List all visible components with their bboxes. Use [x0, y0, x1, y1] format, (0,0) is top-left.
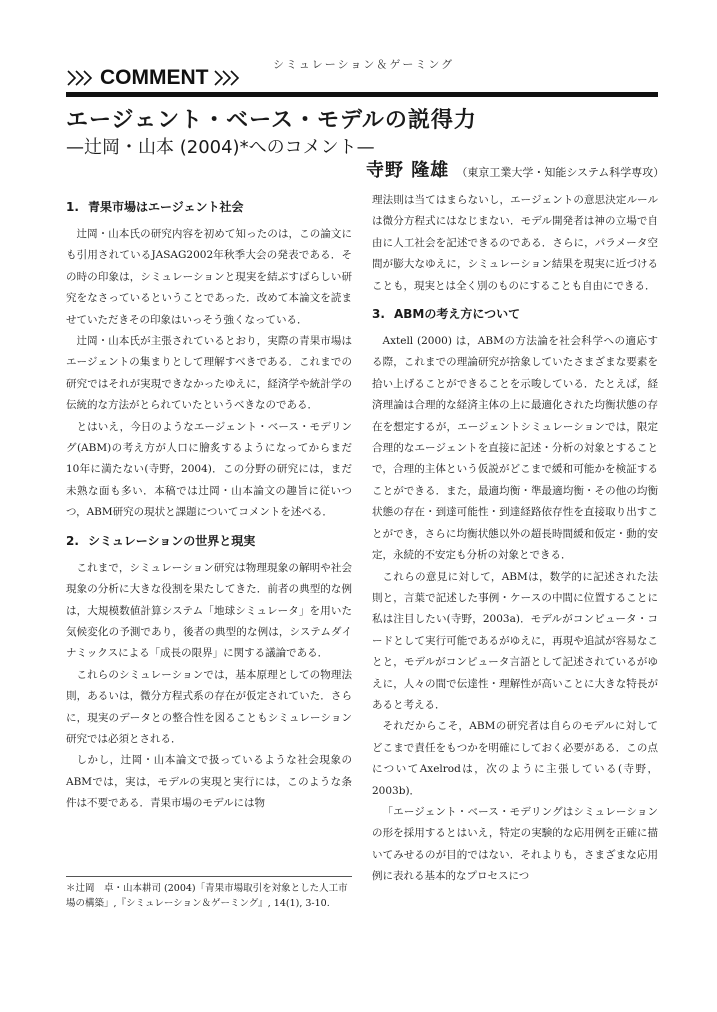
paragraph: Axtell (2000) は，ABMの方法論を社会科学への適応する際，これまでの理論研究が捨象していたさまざまな要素を拾い上げることができることを示唆している．たとえば，経済理論は合理的な経済主体の上に最適化された均衡状態の存在を想定するが，エージェントシミュレーションでは，限定合理的なエージェントを直接に記述・分析の対象とすることで，合理的主体という仮説がどこまで緩和可能かを検証することができる．また，最適均衡・準最適均衡・その他の均衡状態の存在・到達可能性・到達経路依存性を直接取り出すことができ，さらに均衡状態以外の超長時間緩和仮定・動的安定，永続的不安定も分析の対象とできる．	[372, 335, 658, 562]
comment-banner	[66, 66, 243, 90]
paragraph: 辻岡・山本氏の研究内容を初めて知ったのは，この論文にも引用されているJASAG2002年秋季大会の発表である．その時の印象は，シミュレーションと現実を結ぶすばらしい研究をなさっているということであった．改めて本論文を読ませていただきその印象はいっそう強くなっている．	[66, 228, 352, 326]
left-column	[66, 190, 352, 815]
paragraph: これらの意見に対して，ABMは，数学的に記述された法則と，言葉で記述した事例・ケースの中間に位置することに私は注目したい(寺野，2003a)．モデルがコンピュータ・コードとして実行可能であるがゆえに，再現や追試が容易なことと，モデルがコンピュータ言語として記述されているがゆえに，人々の間で伝達性・理解性が高いことに大きな特長があると考える．	[372, 570, 658, 711]
article-subtitle: —辻岡・山本 (2004)*へのコメント—	[66, 137, 375, 158]
section-heading: 3. ABMの考え方について	[372, 307, 521, 322]
journal-name: シミュレーション＆ゲーミング	[273, 58, 455, 71]
paragraph: これらのシミュレーションでは，基本原理としての物理法則，あるいは，微分方程式系の存在が仮定されていた．さらに，現実のデータとの整合性を図ることもシミュレーション研究では必須とされる．	[66, 668, 352, 745]
paragraph: しかし，辻岡・山本論文で扱っているような社会現象のABMでは，実は，モデルの実現と実行には，このような条件は不要である．青果市場のモデルには物	[66, 754, 352, 810]
author-name: 寺野 隆雄	[366, 160, 450, 181]
author-affiliation: （東京工業大学・知能システム科学専攻）	[456, 166, 665, 179]
paragraph: 理法則は当てはまらないし，エージェントの意思決定ルールは微分方程式にはなじまない．モデル開発者は神の立場で自由に人工社会を記述できるのである．さらに，パラメータ空間が膨大なゆえに，シミュレーション結果を現実に近づけることも，現実とは全く別のものにすることも自由にできる．	[372, 194, 658, 292]
paragraph: それだからこそ，ABMの研究者は自らのモデルに対してどこまで責任をもつかを明確にしておく必要がある．この点についてAxelrodは，次のように主張している(寺野，2003b)．	[372, 720, 658, 797]
article-title: エージェント・ベース・モデルの説得力	[66, 108, 477, 133]
paragraph: これまで，シミュレーション研究は物理現象の解明や社会現象の分析に大きな役割を果たしてきた．前者の典型的な例は，大規模数値計算システム「地球シミュレータ」を用いた気候変化の予測であり，後者の典型的な例は，システムダイナミックスによる「成長の限界」に関する議論である．	[66, 561, 352, 660]
paragraph: とはいえ，今日のようなエージェント・ベース・モデリング(ABM)の考え方が人口に膾炙するようになってからまだ10年に満たない(寺野，2004)．この分野の研究には，まだ未熟な面も多い．本稿では辻岡・山本論文の趣旨に従いつつ，ABM研究の現状と課題についてコメントを述べる．	[66, 420, 352, 519]
author-line	[366, 156, 664, 182]
section-heading: 1. 青果市場はエージェント社会	[66, 200, 244, 214]
header-rule	[66, 92, 658, 97]
right-column	[372, 190, 658, 888]
footnote: ＊辻岡 卓・山本耕司 (2004)「青果市場取引を対象とした人工市場の構築」,『シミュレーション＆ゲーミング』, 14(1), 3-10.	[66, 883, 348, 909]
section-label: COMMENT	[100, 66, 209, 89]
chevron-right-icon	[213, 69, 243, 87]
section-heading: 2. シミュレーションの世界と現実	[66, 533, 256, 548]
paragraph: 辻岡・山本氏が主張されているとおり，実際の青果市場はエージェントの集まりとして理解すべきである．これまでの研究ではそれが実現できなかったゆえに，経済学や統計学の伝統的な方法がとられていたというべきなのである．	[66, 335, 352, 412]
chevron-right-icon	[66, 69, 96, 87]
paragraph: 「エージェント・ベース・モデリングはシミュレーションの形を採用するとはいえ，特定の実験的な応用例を正確に描いてみせるのが目的ではない．それよりも，さまざまな応用例に表れる基本的なプロセスにつ	[372, 805, 658, 883]
footnote-divider	[66, 876, 352, 877]
